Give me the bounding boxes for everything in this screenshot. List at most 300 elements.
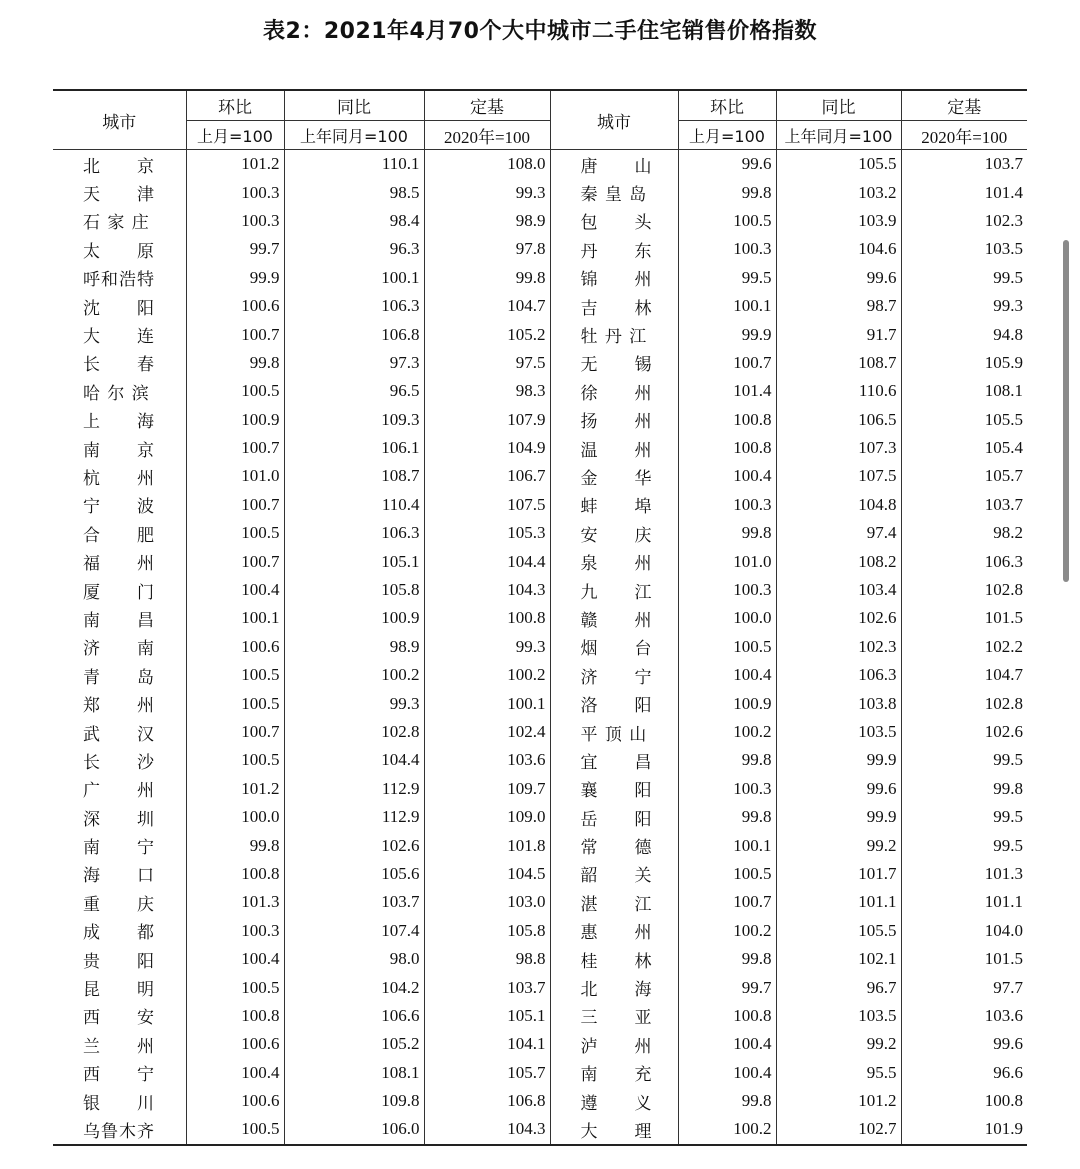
right-mom-value: 100.4 (678, 462, 776, 490)
right-yoy-value: 105.5 (776, 917, 901, 945)
right-mom-value: 100.7 (678, 888, 776, 916)
right-city-name: 包 头 (550, 207, 678, 235)
right-mom-value: 100.5 (678, 860, 776, 888)
right-yoy-value: 97.4 (776, 519, 901, 547)
table-row (53, 689, 1027, 717)
left-mom-value: 99.8 (186, 831, 284, 859)
left-yoy-value: 104.4 (284, 746, 424, 774)
left-base-value: 105.3 (424, 519, 550, 547)
left-base-value: 104.1 (424, 1030, 550, 1058)
left-base-value: 105.1 (424, 1002, 550, 1030)
left-yoy-value: 96.5 (284, 377, 424, 405)
right-base-value: 105.9 (901, 349, 1027, 377)
right-mom-value: 100.4 (678, 1059, 776, 1087)
right-base-value: 103.5 (901, 235, 1027, 263)
right-mom-value: 99.8 (678, 746, 776, 774)
left-yoy-value: 104.2 (284, 973, 424, 1001)
left-city-name: 武 汉 (83, 724, 155, 745)
left-mom-value: 100.5 (186, 377, 284, 405)
left-city-name: 呼和浩特 (83, 270, 155, 291)
table-row (53, 434, 1027, 462)
left-yoy-value: 103.7 (284, 888, 424, 916)
right-mom-value: 99.7 (678, 973, 776, 1001)
right-base-value: 102.2 (901, 633, 1027, 661)
left-base-value: 103.6 (424, 746, 550, 774)
left-base-value: 106.7 (424, 462, 550, 490)
left-base-value: 98.3 (424, 377, 550, 405)
right-base-value: 101.3 (901, 860, 1027, 888)
right-base-value: 99.8 (901, 775, 1027, 803)
table-row (53, 1087, 1027, 1115)
left-mom-value: 99.7 (186, 235, 284, 263)
left-city-name: 北 京 (83, 156, 155, 177)
right-base-value: 108.1 (901, 377, 1027, 405)
left-city-name: 昆 明 (83, 980, 155, 1001)
right-yoy-value: 102.6 (776, 604, 901, 632)
left-city-name: 南 京 (83, 440, 155, 461)
left-city-name: 成 都 (83, 923, 155, 944)
left-city-name: 长 春 (83, 355, 155, 376)
left-yoy-value: 112.9 (284, 775, 424, 803)
left-mom-value: 100.3 (186, 917, 284, 945)
left-city-name: 上 海 (83, 412, 155, 433)
right-yoy-value: 99.2 (776, 1030, 901, 1058)
left-base-value: 104.5 (424, 860, 550, 888)
left-mom-value: 100.6 (186, 1030, 284, 1058)
left-city-name: 天 津 (83, 185, 155, 206)
right-yoy-value: 99.2 (776, 831, 901, 859)
table-row (53, 803, 1027, 831)
table-row (53, 917, 1027, 945)
right-yoy-value: 96.7 (776, 973, 901, 1001)
table-row (53, 1115, 1027, 1144)
left-base-value: 97.5 (424, 349, 550, 377)
page-title: 表2：2021年4月70个大中城市二手住宅销售价格指数 (263, 19, 817, 44)
left-mom-value: 100.7 (186, 718, 284, 746)
right-mom-value: 99.5 (678, 264, 776, 292)
subheader-base-left: 2020年=100 (424, 121, 550, 150)
right-base-value: 98.2 (901, 519, 1027, 547)
left-yoy-value: 106.6 (284, 1002, 424, 1030)
right-city-name: 大 理 (550, 1115, 678, 1144)
right-yoy-value: 101.1 (776, 888, 901, 916)
right-base-value: 105.4 (901, 434, 1027, 462)
table-row (53, 831, 1027, 859)
scrollbar-thumb[interactable] (1063, 240, 1069, 582)
header-city-right: 城市 (550, 90, 678, 150)
right-yoy-value: 107.5 (776, 462, 901, 490)
right-city-name: 泉 州 (550, 547, 678, 575)
right-yoy-value: 106.5 (776, 406, 901, 434)
table-row (53, 264, 1027, 292)
right-base-value: 101.4 (901, 178, 1027, 206)
left-yoy-value: 100.1 (284, 264, 424, 292)
right-base-value: 99.3 (901, 292, 1027, 320)
left-base-value: 104.3 (424, 576, 550, 604)
subheader-mom-right: 上月=100 (678, 121, 776, 150)
subheader-yoy-left: 上年同月=100 (284, 121, 424, 150)
table-row (53, 775, 1027, 803)
left-city-name: 乌鲁木齐 (83, 1121, 155, 1142)
left-city-name: 青 岛 (83, 667, 155, 688)
left-yoy-value: 112.9 (284, 803, 424, 831)
header-mom-right: 环比 (678, 90, 776, 121)
right-base-value: 102.6 (901, 718, 1027, 746)
left-mom-value: 100.5 (186, 689, 284, 717)
right-city-name: 扬 州 (550, 406, 678, 434)
left-base-value: 99.3 (424, 178, 550, 206)
right-mom-value: 100.1 (678, 292, 776, 320)
right-base-value: 97.7 (901, 973, 1027, 1001)
left-city-name: 石 家 庄 (83, 213, 150, 234)
left-base-value: 107.5 (424, 491, 550, 519)
right-mom-value: 99.8 (678, 519, 776, 547)
price-index-table (53, 89, 1027, 1146)
right-yoy-value: 103.5 (776, 718, 901, 746)
left-base-value: 102.4 (424, 718, 550, 746)
right-city-name: 泸 州 (550, 1030, 678, 1058)
table-row (53, 462, 1027, 490)
right-city-name: 蚌 埠 (550, 491, 678, 519)
right-mom-value: 100.1 (678, 831, 776, 859)
right-city-name: 丹 东 (550, 235, 678, 263)
left-mom-value: 100.4 (186, 1059, 284, 1087)
right-mom-value: 100.4 (678, 1030, 776, 1058)
left-city-name: 深 圳 (83, 809, 155, 830)
right-base-value: 103.7 (901, 491, 1027, 519)
right-base-value: 105.5 (901, 406, 1027, 434)
right-yoy-value: 110.6 (776, 377, 901, 405)
left-mom-value: 100.7 (186, 434, 284, 462)
left-yoy-value: 100.2 (284, 661, 424, 689)
table-row (53, 661, 1027, 689)
left-yoy-value: 106.3 (284, 519, 424, 547)
left-base-value: 103.7 (424, 973, 550, 1001)
left-base-value: 99.3 (424, 633, 550, 661)
left-base-value: 97.8 (424, 235, 550, 263)
right-city-name: 赣 州 (550, 604, 678, 632)
left-base-value: 101.8 (424, 831, 550, 859)
right-city-name: 湛 江 (550, 888, 678, 916)
right-yoy-value: 107.3 (776, 434, 901, 462)
right-city-name: 唐 山 (550, 150, 678, 179)
right-city-name: 桂 林 (550, 945, 678, 973)
right-yoy-value: 99.9 (776, 803, 901, 831)
left-mom-value: 100.5 (186, 661, 284, 689)
left-yoy-value: 105.8 (284, 576, 424, 604)
left-mom-value: 100.0 (186, 803, 284, 831)
right-city-name: 无 锡 (550, 349, 678, 377)
subheader-mom-left: 上月=100 (186, 121, 284, 150)
left-city-name: 贵 阳 (83, 951, 155, 972)
left-base-value: 106.8 (424, 1087, 550, 1115)
left-yoy-value: 98.4 (284, 207, 424, 235)
right-city-name: 南 充 (550, 1059, 678, 1087)
subheader-yoy-right: 上年同月=100 (776, 121, 901, 150)
right-base-value: 105.7 (901, 462, 1027, 490)
right-city-name: 遵 义 (550, 1087, 678, 1115)
right-city-name: 锦 州 (550, 264, 678, 292)
right-mom-value: 101.4 (678, 377, 776, 405)
table-row (53, 519, 1027, 547)
right-base-value: 101.5 (901, 945, 1027, 973)
left-yoy-value: 106.1 (284, 434, 424, 462)
left-yoy-value: 110.4 (284, 491, 424, 519)
left-base-value: 105.7 (424, 1059, 550, 1087)
left-city-name: 长 沙 (83, 752, 155, 773)
left-mom-value: 100.5 (186, 519, 284, 547)
left-base-value: 108.0 (424, 150, 550, 179)
left-base-value: 103.0 (424, 888, 550, 916)
right-base-value: 103.6 (901, 1002, 1027, 1030)
left-mom-value: 100.5 (186, 746, 284, 774)
right-mom-value: 100.3 (678, 491, 776, 519)
table-row (53, 945, 1027, 973)
left-mom-value: 100.9 (186, 406, 284, 434)
left-mom-value: 100.5 (186, 1115, 284, 1144)
right-mom-value: 100.2 (678, 917, 776, 945)
left-base-value: 109.0 (424, 803, 550, 831)
table-row (53, 576, 1027, 604)
right-yoy-value: 102.1 (776, 945, 901, 973)
right-city-name: 牡 丹 江 (550, 320, 678, 348)
right-base-value: 104.7 (901, 661, 1027, 689)
left-mom-value: 100.7 (186, 547, 284, 575)
table-row (53, 235, 1027, 263)
header-base-right: 定基 (901, 90, 1027, 121)
table-row (53, 718, 1027, 746)
left-mom-value: 100.8 (186, 860, 284, 888)
left-yoy-value: 105.1 (284, 547, 424, 575)
right-mom-value: 100.3 (678, 576, 776, 604)
left-city-name: 太 原 (83, 241, 155, 262)
left-city-name: 西 宁 (83, 1065, 155, 1086)
left-mom-value: 100.6 (186, 1087, 284, 1115)
left-city-name: 南 宁 (83, 838, 155, 859)
right-yoy-value: 103.4 (776, 576, 901, 604)
left-city-name: 郑 州 (83, 696, 155, 717)
right-base-value: 100.8 (901, 1087, 1027, 1115)
left-yoy-value: 108.7 (284, 462, 424, 490)
right-mom-value: 100.3 (678, 235, 776, 263)
right-mom-value: 100.0 (678, 604, 776, 632)
header-mom-left: 环比 (186, 90, 284, 121)
right-mom-value: 100.8 (678, 406, 776, 434)
left-city-name: 哈 尔 滨 (83, 383, 150, 404)
left-base-value: 100.2 (424, 661, 550, 689)
table-row (53, 377, 1027, 405)
right-city-name: 韶 关 (550, 860, 678, 888)
left-yoy-value: 96.3 (284, 235, 424, 263)
left-yoy-value: 102.6 (284, 831, 424, 859)
right-base-value: 102.8 (901, 689, 1027, 717)
left-mom-value: 99.9 (186, 264, 284, 292)
left-yoy-value: 106.8 (284, 320, 424, 348)
left-base-value: 99.8 (424, 264, 550, 292)
right-city-name: 宜 昌 (550, 746, 678, 774)
left-yoy-value: 97.3 (284, 349, 424, 377)
right-yoy-value: 103.9 (776, 207, 901, 235)
left-base-value: 98.9 (424, 207, 550, 235)
right-base-value: 99.5 (901, 803, 1027, 831)
left-base-value: 100.8 (424, 604, 550, 632)
right-mom-value: 100.2 (678, 1115, 776, 1144)
left-city-name: 兰 州 (83, 1036, 155, 1057)
left-yoy-value: 99.3 (284, 689, 424, 717)
table-row (53, 207, 1027, 235)
table-row (53, 633, 1027, 661)
table-row (53, 320, 1027, 348)
right-city-name: 三 亚 (550, 1002, 678, 1030)
left-mom-value: 100.7 (186, 320, 284, 348)
right-base-value: 106.3 (901, 547, 1027, 575)
left-yoy-value: 110.1 (284, 150, 424, 179)
left-mom-value: 100.3 (186, 207, 284, 235)
right-base-value: 96.6 (901, 1059, 1027, 1087)
left-base-value: 107.9 (424, 406, 550, 434)
right-mom-value: 99.8 (678, 803, 776, 831)
right-yoy-value: 95.5 (776, 1059, 901, 1087)
right-city-name: 岳 阳 (550, 803, 678, 831)
left-base-value: 98.8 (424, 945, 550, 973)
left-mom-value: 101.0 (186, 462, 284, 490)
left-mom-value: 100.5 (186, 973, 284, 1001)
table-row (53, 406, 1027, 434)
left-city-name: 福 州 (83, 554, 155, 575)
right-city-name: 秦 皇 岛 (550, 178, 678, 206)
left-mom-value: 101.2 (186, 775, 284, 803)
right-mom-value: 99.8 (678, 945, 776, 973)
left-base-value: 104.4 (424, 547, 550, 575)
right-mom-value: 99.9 (678, 320, 776, 348)
left-yoy-value: 98.9 (284, 633, 424, 661)
right-mom-value: 100.9 (678, 689, 776, 717)
left-base-value: 109.7 (424, 775, 550, 803)
left-mom-value: 101.3 (186, 888, 284, 916)
left-yoy-value: 100.9 (284, 604, 424, 632)
left-mom-value: 100.4 (186, 945, 284, 973)
right-city-name: 温 州 (550, 434, 678, 462)
table-row (53, 1002, 1027, 1030)
right-city-name: 九 江 (550, 576, 678, 604)
left-mom-value: 100.8 (186, 1002, 284, 1030)
right-base-value: 102.8 (901, 576, 1027, 604)
left-yoy-value: 105.2 (284, 1030, 424, 1058)
right-city-name: 徐 州 (550, 377, 678, 405)
right-base-value: 104.0 (901, 917, 1027, 945)
right-yoy-value: 98.7 (776, 292, 901, 320)
table-row (53, 491, 1027, 519)
left-mom-value: 100.1 (186, 604, 284, 632)
left-mom-value: 100.7 (186, 491, 284, 519)
left-city-name: 沈 阳 (83, 298, 155, 319)
right-mom-value: 100.5 (678, 633, 776, 661)
subheader-base-right: 2020年=100 (901, 121, 1027, 150)
right-yoy-value: 104.8 (776, 491, 901, 519)
table-row (53, 1059, 1027, 1087)
right-mom-value: 99.8 (678, 178, 776, 206)
left-base-value: 104.3 (424, 1115, 550, 1144)
right-city-name: 金 华 (550, 462, 678, 490)
right-yoy-value: 103.8 (776, 689, 901, 717)
left-city-name: 合 肥 (83, 525, 155, 546)
table-row (53, 150, 1027, 179)
table-row (53, 178, 1027, 206)
table-row (53, 860, 1027, 888)
table-row (53, 888, 1027, 916)
right-yoy-value: 102.3 (776, 633, 901, 661)
header-yoy-left: 同比 (284, 90, 424, 121)
right-mom-value: 100.7 (678, 349, 776, 377)
right-mom-value: 100.8 (678, 434, 776, 462)
right-city-name: 惠 州 (550, 917, 678, 945)
right-city-name: 洛 阳 (550, 689, 678, 717)
left-mom-value: 101.2 (186, 150, 284, 179)
table-row (53, 746, 1027, 774)
right-mom-value: 100.5 (678, 207, 776, 235)
left-city-name: 海 口 (83, 866, 155, 887)
table-row (53, 547, 1027, 575)
right-base-value: 99.6 (901, 1030, 1027, 1058)
right-yoy-value: 103.5 (776, 1002, 901, 1030)
left-yoy-value: 109.3 (284, 406, 424, 434)
left-yoy-value: 108.1 (284, 1059, 424, 1087)
right-mom-value: 99.6 (678, 150, 776, 179)
right-base-value: 101.9 (901, 1115, 1027, 1144)
left-city-name: 杭 州 (83, 468, 155, 489)
right-yoy-value: 108.7 (776, 349, 901, 377)
left-city-name: 广 州 (83, 781, 155, 802)
right-city-name: 北 海 (550, 973, 678, 1001)
left-yoy-value: 106.3 (284, 292, 424, 320)
left-yoy-value: 109.8 (284, 1087, 424, 1115)
left-base-value: 100.1 (424, 689, 550, 717)
right-mom-value: 99.8 (678, 1087, 776, 1115)
left-mom-value: 100.6 (186, 292, 284, 320)
left-base-value: 104.7 (424, 292, 550, 320)
right-yoy-value: 102.7 (776, 1115, 901, 1144)
left-base-value: 104.9 (424, 434, 550, 462)
right-city-name: 烟 台 (550, 633, 678, 661)
right-yoy-value: 101.2 (776, 1087, 901, 1115)
left-yoy-value: 107.4 (284, 917, 424, 945)
right-yoy-value: 108.2 (776, 547, 901, 575)
left-base-value: 105.2 (424, 320, 550, 348)
right-base-value: 99.5 (901, 746, 1027, 774)
right-yoy-value: 91.7 (776, 320, 901, 348)
right-city-name: 常 德 (550, 831, 678, 859)
table-row (53, 1030, 1027, 1058)
left-city-name: 宁 波 (83, 497, 155, 518)
left-base-value: 105.8 (424, 917, 550, 945)
left-city-name: 西 安 (83, 1008, 155, 1029)
left-yoy-value: 106.0 (284, 1115, 424, 1144)
left-city-name: 大 连 (83, 327, 155, 348)
table-row (53, 604, 1027, 632)
right-yoy-value: 105.5 (776, 150, 901, 179)
right-mom-value: 100.8 (678, 1002, 776, 1030)
right-base-value: 102.3 (901, 207, 1027, 235)
right-yoy-value: 104.6 (776, 235, 901, 263)
left-mom-value: 100.3 (186, 178, 284, 206)
header-city-left: 城市 (102, 112, 137, 133)
right-yoy-value: 103.2 (776, 178, 901, 206)
left-city-name: 济 南 (83, 639, 155, 660)
right-yoy-value: 106.3 (776, 661, 901, 689)
right-city-name: 安 庆 (550, 519, 678, 547)
header-yoy-right: 同比 (776, 90, 901, 121)
left-yoy-value: 102.8 (284, 718, 424, 746)
